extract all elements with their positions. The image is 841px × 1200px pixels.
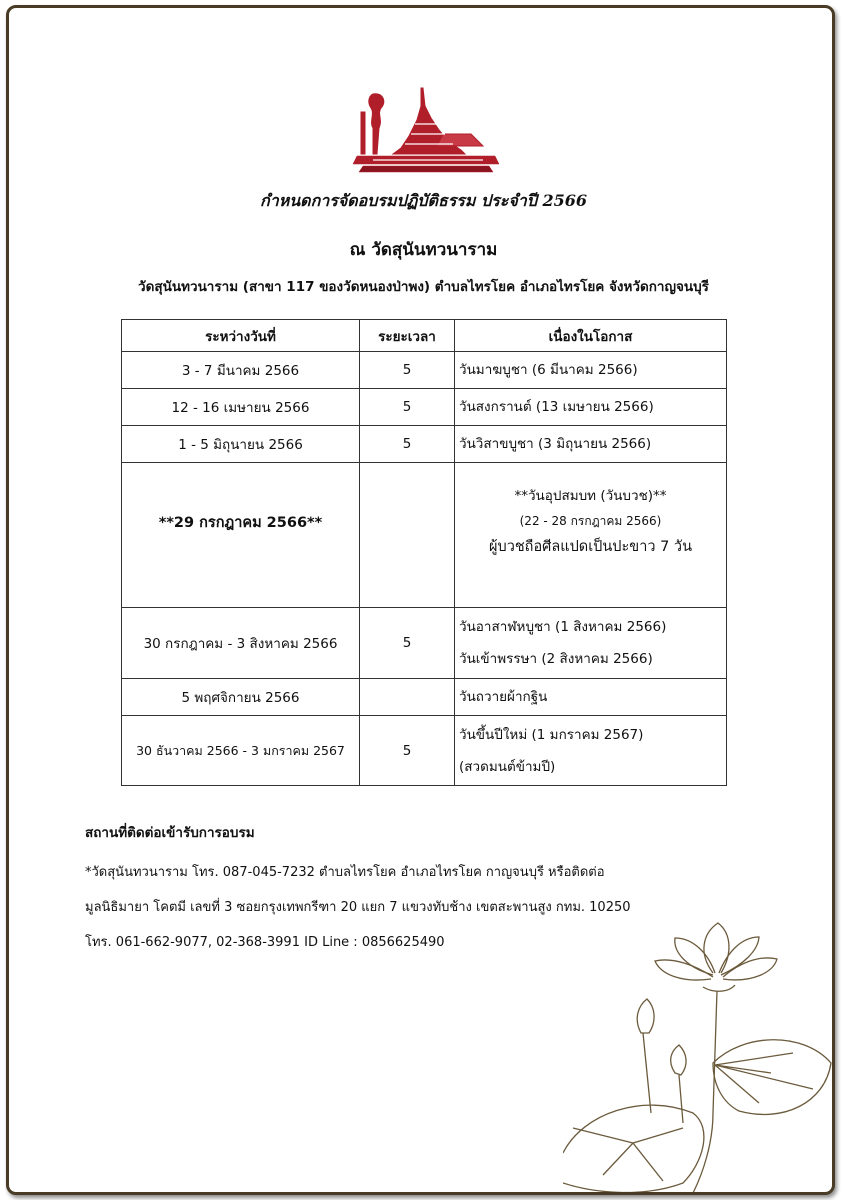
document-place: ณ วัดสุนันทวนาราม — [349, 240, 498, 260]
schedule-table — [121, 319, 727, 786]
occasion-line: วันอาสาฬหบูชา (1 สิงหาคม 2566) — [459, 619, 667, 635]
header-occasion: เนื่องในโอกาส — [455, 320, 727, 352]
document-title: กำหนดการจัดอบรมปฏิบัติธรรม ประจำปี 2566 — [260, 191, 587, 210]
duration-cell: 5 — [360, 389, 455, 426]
occasion-line: วันเข้าพรรษา (2 สิงหาคม 2566) — [459, 651, 653, 667]
page-frame — [6, 5, 835, 1195]
header-date: ระหว่างวันที่ — [122, 320, 360, 352]
temple-pagoda-logo — [353, 84, 499, 174]
table-row — [122, 608, 727, 679]
table-row — [122, 352, 727, 389]
date-cell: 30 กรกฎาคม - 3 สิงหาคม 2566 — [122, 608, 360, 679]
contact-line-3: โทร. 061-662-9077, 02-368-3991 ID Line : 0856625490 — [85, 935, 445, 950]
occasion-line: ผู้บวชถือศีลแปดเป็นปะขาว 7 วัน — [489, 538, 692, 555]
occasion-cell — [455, 463, 727, 608]
occasion-cell: วันสงกรานต์ (13 เมษายน 2566) — [455, 389, 727, 426]
occasion-line: **วันอุปสมบท (วันบวช)** — [514, 488, 667, 505]
table-row — [122, 463, 727, 608]
table-header-row — [122, 320, 727, 352]
date-cell: 30 ธันวาคม 2566 - 3 มกราคม 2567 — [122, 716, 360, 786]
table-row — [122, 426, 727, 463]
header-duration: ระยะเวลา — [360, 320, 455, 352]
occasion-cell — [455, 608, 727, 679]
date-cell: 1 - 5 มิถุนายน 2566 — [122, 426, 360, 463]
document-address: วัดสุนันทวนาราม (สาขา 117 ของวัดหนองป่าพง) ตำบลไทรโยค อำเภอไทรโยค จังหวัดกาญจนบุรี — [138, 279, 709, 295]
duration-cell: 5 — [360, 716, 455, 786]
contact-heading: สถานที่ติดต่อเข้ารับการอบรม — [85, 825, 255, 841]
duration-cell: 5 — [360, 608, 455, 679]
date-cell: 12 - 16 เมษายน 2566 — [122, 389, 360, 426]
duration-cell — [360, 679, 455, 716]
contact-line-2: มูลนิธิมายา โคตมี เลขที่ 3 ซอยกรุงเทพกรีฑา 20 แยก 7 แขวงทับช้าง เขตสะพานสูง กทม. 10250 — [85, 900, 631, 915]
occasion-line: วันขึ้นปีใหม่ (1 มกราคม 2567) — [459, 726, 644, 743]
duration-cell: 5 — [360, 352, 455, 389]
occasion-cell — [455, 716, 727, 786]
lotus-flower-illustration — [563, 913, 833, 1193]
date-cell: 5 พฤศจิกายน 2566 — [122, 679, 360, 716]
occasion-cell: วันวิสาขบูชา (3 มิถุนายน 2566) — [455, 426, 727, 463]
occasion-cell: วันมาฆบูชา (6 มีนาคม 2566) — [455, 352, 727, 389]
duration-cell — [360, 463, 455, 608]
contact-line-1: *วัดสุนันทวนาราม โทร. 087-045-7232 ตำบลไทรโยค อำเภอไทรโยค กาญจนบุรี หรือติดต่อ — [85, 865, 605, 880]
table-row — [122, 389, 727, 426]
occasion-line: (22 - 28 กรกฎาคม 2566) — [519, 514, 662, 529]
occasion-cell: วันถวายผ้ากฐิน — [455, 679, 727, 716]
table-row — [122, 679, 727, 716]
date-cell: 3 - 7 มีนาคม 2566 — [122, 352, 360, 389]
date-cell: **29 กรกฎาคม 2566** — [122, 463, 360, 608]
duration-cell: 5 — [360, 426, 455, 463]
table-row — [122, 716, 727, 786]
occasion-line: (สวดมนต์ข้ามปี) — [459, 758, 556, 775]
